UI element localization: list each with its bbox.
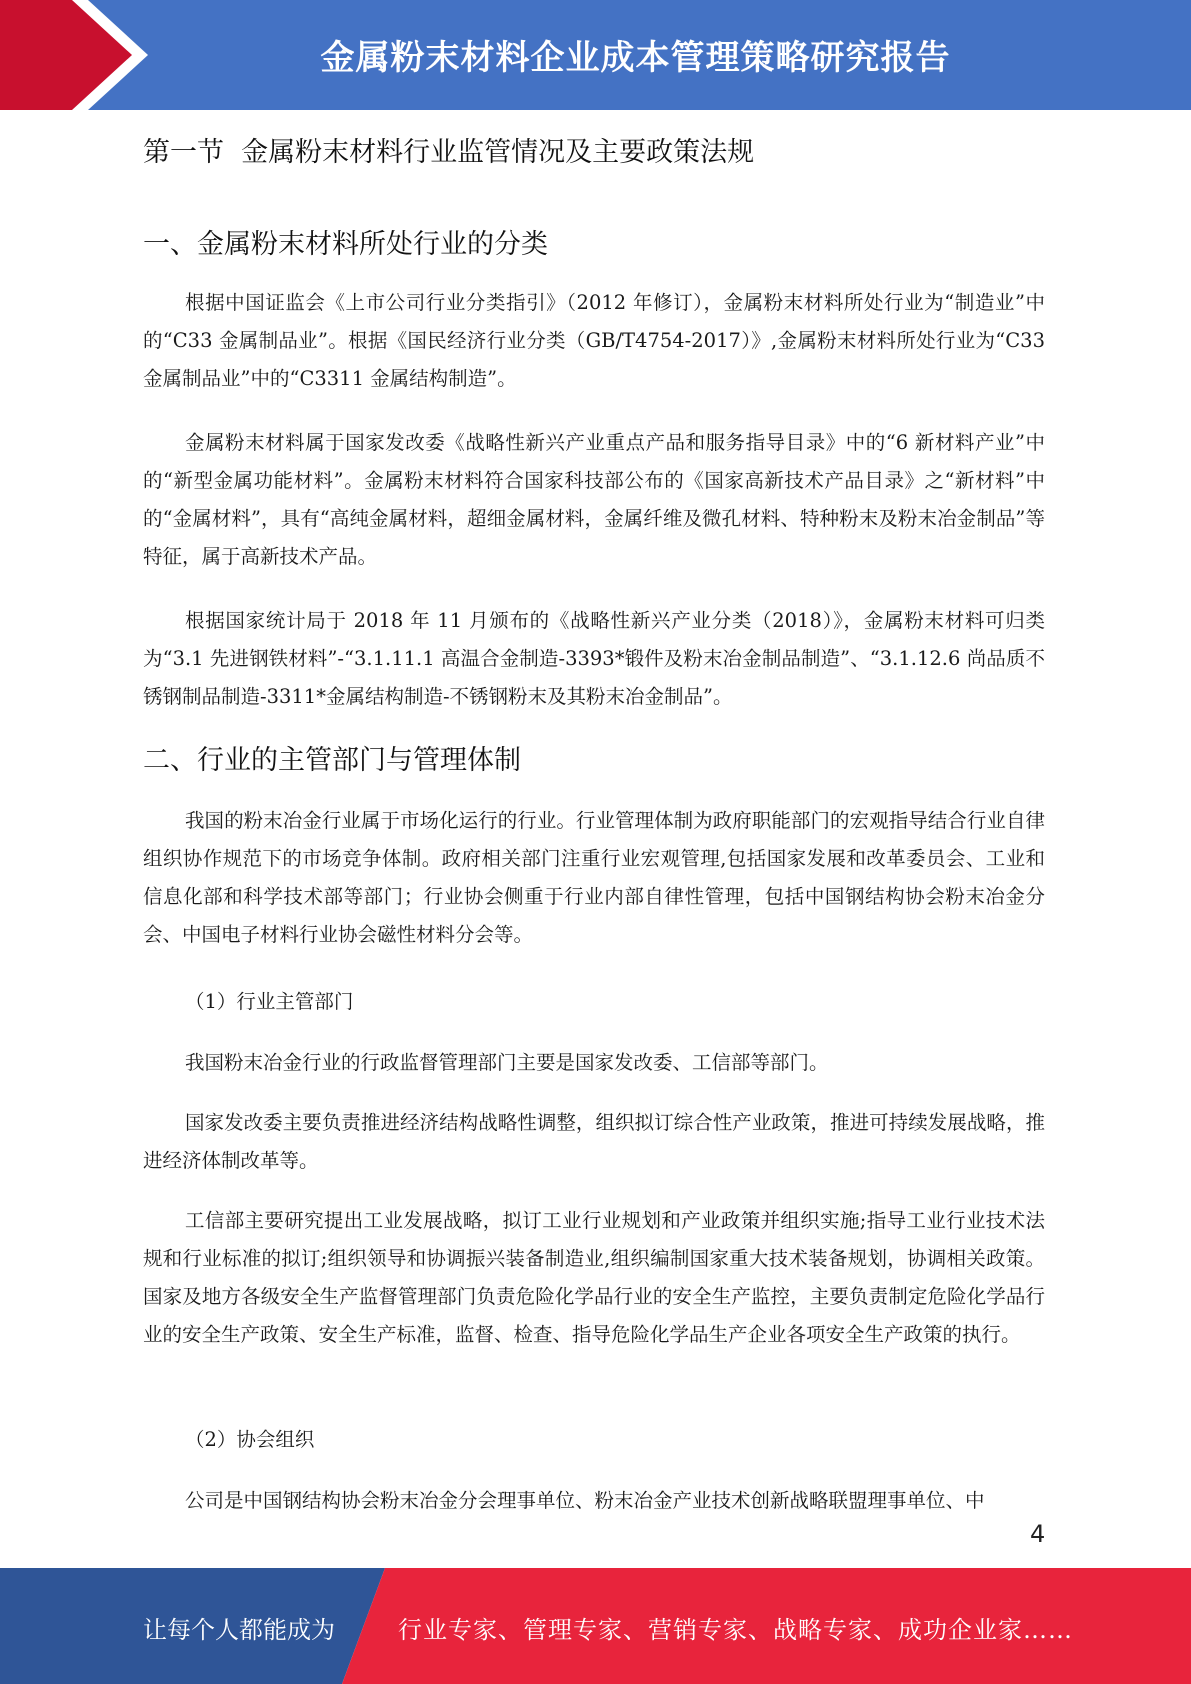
paragraph-classification-1: 根据中国证监会《上市公司行业分类指引》（2012 年修订），金属粉末材料所处行业为“制造业”中的“C33 金属制品业”。根据《国民经济行业分类（GB/T4754-2017）》,金属粉末材料所处行业为“C33 金属制品业”中的“C3311 金属结构制造”。 xyxy=(143,291,1045,390)
page-footer xyxy=(0,1568,1191,1684)
paragraph-classification-2: 金属粉末材料属于国家发改委《战略性新兴产业重点产品和服务指导目录》中的“6 新材料产业”中的“新型金属功能材料”。金属粉末材料符合国家科技部公布的《国家高新技术产品目录》之“新材料”中的“金属材料”，具有“高纯金属材料，超细金属材料，金属纤维及微孔材料、特种粉末及粉末冶金制品”等特征，属于高新技术产品。 xyxy=(143,431,1045,568)
paragraph-miit: 工信部主要研究提出工业发展战略，拟订工业行业规划和产业政策并组织实施;指导工业行业技术法规和行业标准的拟订;组织领导和协调振兴装备制造业,组织编制国家重大技术装备规划，协调相关政策。国家及地方各级安全生产监督管理部门负责危险化学品行业的安全生产监控，主要负责制定危险化学品行业的安全生产政策、安全生产标准，监督、检查、指导危险化学品生产企业各项安全生产政策的执行。 xyxy=(143,1209,1045,1346)
footer-slogan-right: 行业专家、管理专家、营销专家、战略专家、成功企业家…… xyxy=(398,1616,1073,1644)
subheading-authorities: （1）行业主管部门 xyxy=(185,990,354,1013)
paragraph-company-membership: 公司是中国钢结构协会粉末冶金分会理事单位、粉末冶金产业技术创新战略联盟理事单位、中 xyxy=(185,1489,985,1512)
page-header xyxy=(0,0,1191,110)
page-number: 4 xyxy=(1030,1520,1046,1548)
paragraph-management-system: 我国的粉末冶金行业属于市场化运行的行业。行业管理体制为政府职能部门的宏观指导结合行业自律组织协作规范下的市场竞争体制。政府相关部门注重行业宏观管理,包括国家发展和改革委员会、工业和信息化部和科学技术部等部门；行业协会侧重于行业内部自律性管理，包括中国钢结构协会粉末冶金分会、中国电子材料行业协会磁性材料分会等。 xyxy=(143,809,1045,946)
heading-industry-classification: 一、金属粉末材料所处行业的分类 xyxy=(143,229,548,260)
paragraph-supervision: 我国粉末冶金行业的行政监督管理部门主要是国家发改委、工信部等部门。 xyxy=(185,1051,829,1074)
subheading-associations: （2）协会组织 xyxy=(185,1428,315,1451)
paragraph-ndrc: 国家发改委主要负责推进经济结构战略性调整，组织拟订综合性产业政策，推进可持续发展战略，推进经济体制改革等。 xyxy=(143,1111,1045,1172)
section-title: 第一节 金属粉末材料行业监管情况及主要政策法规 xyxy=(143,137,755,168)
report-title: 金属粉末材料企业成本管理策略研究报告 xyxy=(320,38,951,78)
footer-slogan-left: 让每个人都能成为 xyxy=(143,1616,335,1644)
paragraph-classification-3: 根据国家统计局于 2018 年 11 月颁布的《战略性新兴产业分类（2018）》，金属粉末材料可归类为“3.1 先进钢铁材料”-“3.1.11.1 高温合金制造-3393*锻件及粉末冶金制品制造”、“3.1.12.6 尚品质不锈钢制品制造-3311*金属结构制造-不锈钢粉末及其粉末冶金制品”。 xyxy=(143,609,1045,708)
heading-regulatory-bodies: 二、行业的主管部门与管理体制 xyxy=(143,745,521,776)
